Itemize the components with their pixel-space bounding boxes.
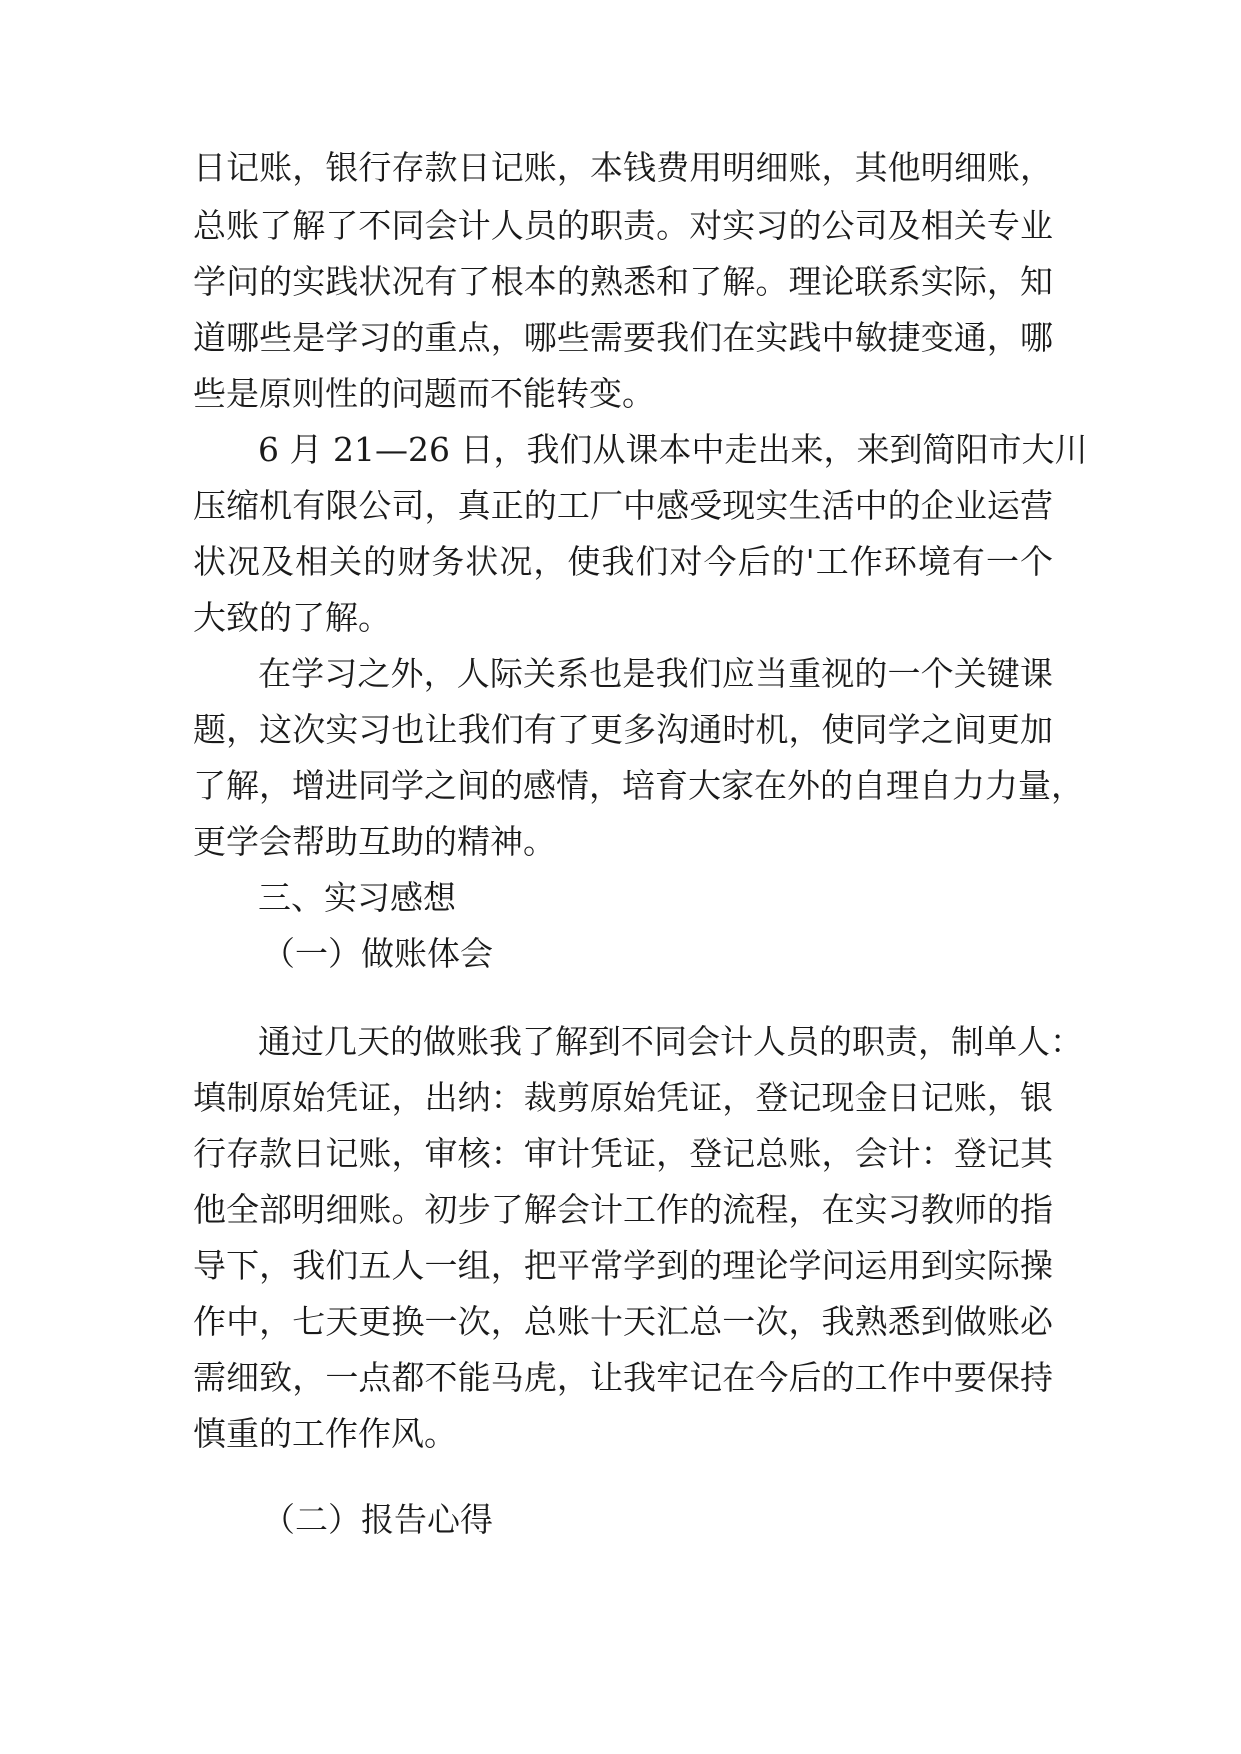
paragraph-3-line-1: 在学习之外，人际关系也是我们应当重视的一个关键课	[258, 654, 1053, 693]
paragraph-1-line-2: 总账了解了不同会计人员的职责。对实习的公司及相关专业	[193, 206, 1053, 245]
paragraph-4-line-5: 导下，我们五人一组，把平常学到的理论学问运用到实际操	[193, 1246, 1053, 1285]
section-heading-3: 三、实习感想	[258, 878, 456, 917]
paragraph-4-line-4: 他全部明细账。初步了解会计工作的流程，在实习教师的指	[193, 1190, 1053, 1229]
paragraph-3-line-4: 更学会帮助互助的精神。	[193, 822, 556, 861]
paragraph-3-line-2: 题，这次实习也让我们有了更多沟通时机，使同学之间更加	[193, 710, 1053, 749]
subheading-2: （二）报告心得	[262, 1500, 493, 1539]
paragraph-2-line-2: 压缩机有限公司，真正的工厂中感受现实生活中的企业运营	[193, 486, 1053, 525]
paragraph-4-line-1: 通过几天的做账我了解到不同会计人员的职责，制单人：	[258, 1022, 1083, 1061]
paragraph-4-line-7: 需细致，一点都不能马虎，让我牢记在今后的工作中要保持	[193, 1358, 1053, 1397]
paragraph-4-line-8: 慎重的工作作风。	[193, 1414, 457, 1453]
paragraph-4-line-2: 填制原始凭证，出纳：裁剪原始凭证，登记现金日记账，银	[193, 1078, 1053, 1117]
paragraph-1-line-1: 日记账，银行存款日记账，本钱费用明细账，其他明细账，	[193, 148, 1053, 187]
subheading-1: （一）做账体会	[262, 934, 493, 973]
paragraph-2-line-3: 状况及相关的财务状况，使我们对今后的'工作环境有一个	[193, 542, 1053, 581]
paragraph-1-line-4: 道哪些是学习的重点，哪些需要我们在实践中敏捷变通，哪	[193, 318, 1053, 357]
paragraph-1-line-3: 学问的实践状况有了根本的熟悉和了解。理论联系实际，知	[193, 262, 1053, 301]
paragraph-2-line-4: 大致的了解。	[193, 598, 391, 637]
paragraph-3-line-3: 了解，增进同学之间的感情，培育大家在外的自理自力力量，	[193, 766, 1084, 805]
paragraph-4-line-6: 作中，七天更换一次，总账十天汇总一次，我熟悉到做账必	[193, 1302, 1053, 1341]
paragraph-2-line-1: 6 月 21—26 日，我们从课本中走出来，来到简阳市大川	[258, 430, 1088, 469]
paragraph-1-line-5: 些是原则性的问题而不能转变。	[193, 374, 655, 413]
paragraph-4-line-3: 行存款日记账，审核：审计凭证，登记总账，会计：登记其	[193, 1134, 1053, 1173]
